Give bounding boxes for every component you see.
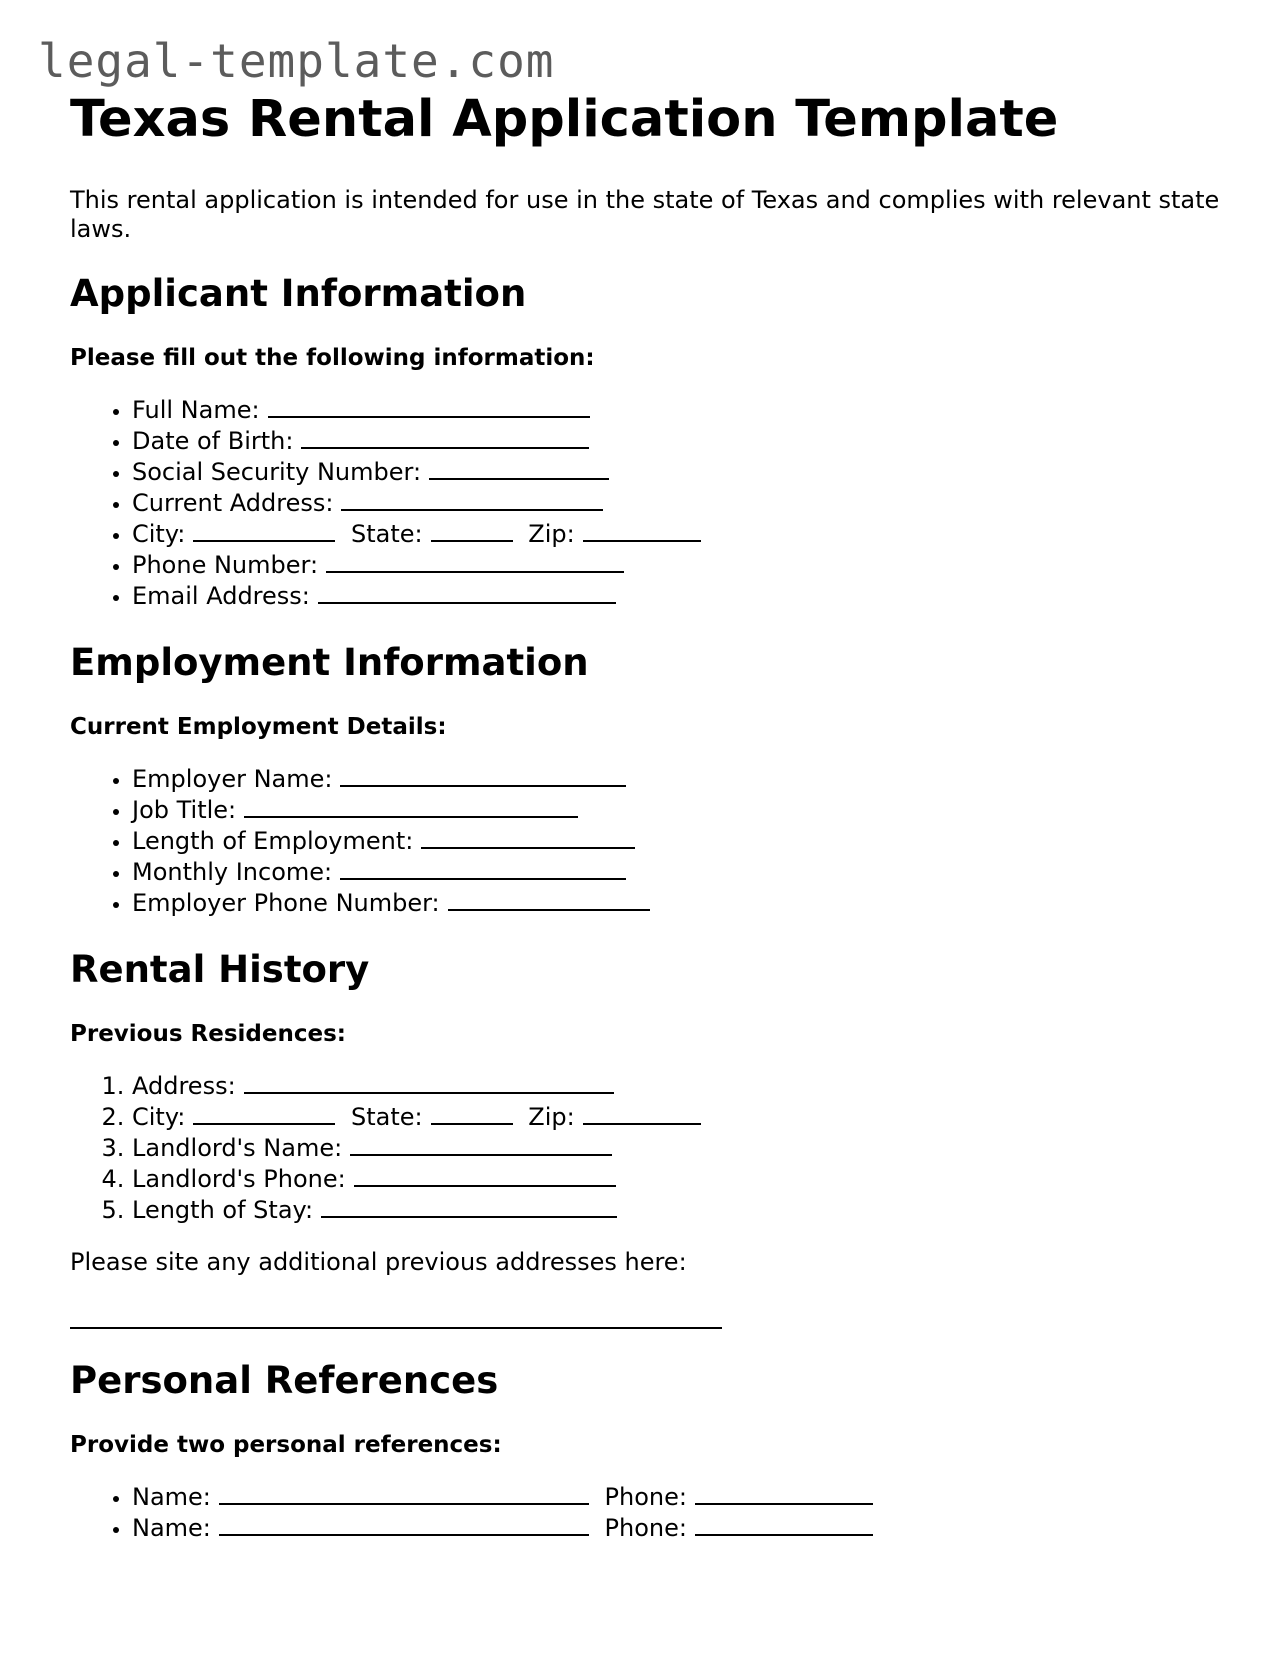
list-item [132,580,1220,611]
list-item [132,1163,1220,1194]
job-title-blank[interactable] [244,794,578,818]
job-title-label: Job Title: [132,796,237,824]
full-name-blank[interactable] [268,394,590,418]
references-subheading: Provide two personal references: [70,1432,502,1458]
previous-zip-label: Zip: [528,1103,575,1131]
list-item [132,1132,1220,1163]
employment-subheading: Current Employment Details: [70,714,447,740]
previous-state-label: State: [351,1103,423,1131]
reference-2-name-blank[interactable] [219,1512,589,1536]
employment-section [70,641,1220,918]
landlord-phone-blank[interactable] [354,1163,616,1187]
list-item [132,456,1220,487]
references-section [70,1359,1220,1543]
reference-1-name-blank[interactable] [219,1481,589,1505]
list-item [132,1070,1220,1101]
applicant-section [70,272,1220,611]
employment-length-label: Length of Employment: [132,827,414,855]
landlord-name-blank[interactable] [350,1132,612,1156]
list-item [132,887,1220,918]
list-item [132,1481,1220,1512]
previous-address-label: Address: [132,1072,236,1100]
phone-label: Phone Number: [132,551,319,579]
length-of-stay-label: Length of Stay: [132,1196,314,1224]
applicant-subheading: Please fill out the following information: [70,345,595,371]
additional-addresses-note: Please site any additional previous addresses here: [70,1248,687,1276]
employment-length-blank[interactable] [421,825,635,849]
document-title: Texas Rental Application Template [70,90,1059,149]
full-name-label: Full Name: [132,396,260,424]
employer-phone-label: Employer Phone Number: [132,889,440,917]
list-item [132,518,1220,549]
reference-name-label: Name: [132,1483,211,1511]
landlord-phone-label: Landlord's Phone: [132,1165,346,1193]
zip-blank[interactable] [583,518,701,542]
list-item [132,1194,1220,1225]
list-item [132,1101,1220,1132]
employment-heading: Employment Information [70,641,589,684]
list-item [132,549,1220,580]
site-watermark: legal-template.com [38,34,555,88]
reference-phone-label: Phone: [604,1483,687,1511]
dob-blank[interactable] [301,425,589,449]
rental-history-subheading: Previous Residences: [70,1021,346,1047]
ssn-label: Social Security Number: [132,458,422,486]
phone-blank[interactable] [326,549,624,573]
length-of-stay-blank[interactable] [321,1194,617,1218]
employer-phone-blank[interactable] [448,887,650,911]
current-address-blank[interactable] [341,487,603,511]
list-item [132,394,1220,425]
list-item [132,1512,1220,1543]
applicant-heading: Applicant Information [70,272,527,315]
reference-name-label: Name: [132,1514,211,1542]
list-item [132,825,1220,856]
employer-name-label: Employer Name: [132,765,333,793]
rental-history-section [70,948,1220,1329]
list-item [132,425,1220,456]
references-heading: Personal References [70,1359,499,1402]
rental-application-document [70,90,1220,1543]
previous-residence-list [70,1070,1220,1225]
previous-city-label: City: [132,1103,186,1131]
state-label: State: [351,520,423,548]
list-item [132,856,1220,887]
state-blank[interactable] [431,518,513,542]
spacer [70,918,1220,948]
employer-name-blank[interactable] [340,763,626,787]
previous-state-blank[interactable] [431,1101,513,1125]
email-blank[interactable] [318,580,616,604]
city-blank[interactable] [193,518,335,542]
applicant-field-list [70,394,1220,611]
monthly-income-blank[interactable] [340,856,626,880]
email-label: Email Address: [132,582,310,610]
ssn-blank[interactable] [429,456,609,480]
previous-zip-blank[interactable] [583,1101,701,1125]
city-label: City: [132,520,186,548]
rental-history-heading: Rental History [70,948,370,991]
previous-city-blank[interactable] [193,1101,335,1125]
reference-2-phone-blank[interactable] [695,1512,873,1536]
previous-address-blank[interactable] [244,1070,614,1094]
references-list [70,1481,1220,1543]
monthly-income-label: Monthly Income: [132,858,333,886]
spacer [70,611,1220,641]
intro-paragraph: This rental application is intended for use in the state of Texas and complies with relevant state laws. [70,186,1220,243]
reference-1-phone-blank[interactable] [695,1481,873,1505]
employment-field-list [70,763,1220,918]
dob-label: Date of Birth: [132,427,294,455]
list-item [132,487,1220,518]
reference-phone-label: Phone: [604,1514,687,1542]
additional-addresses-blank[interactable] [70,1325,722,1329]
list-item [132,763,1220,794]
zip-label: Zip: [528,520,575,548]
list-item [132,794,1220,825]
landlord-name-label: Landlord's Name: [132,1134,343,1162]
current-address-label: Current Address: [132,489,334,517]
